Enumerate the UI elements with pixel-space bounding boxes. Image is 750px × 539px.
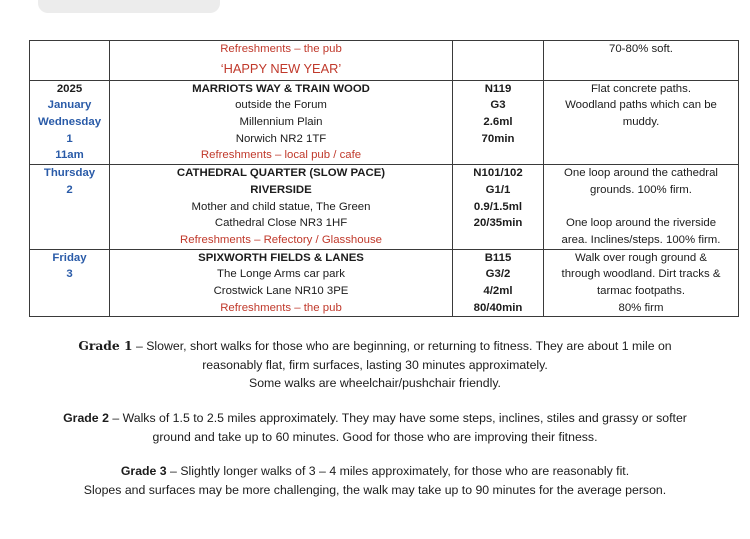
date-cell <box>30 249 110 317</box>
grade-cell <box>453 165 544 249</box>
meeting-point-line: Norwich NR2 1TF <box>235 132 327 145</box>
grade-cell <box>453 41 544 81</box>
date-line: Friday <box>52 251 87 264</box>
date-line: Wednesday <box>37 116 102 129</box>
legend-text: Slopes and surfaces may be more challenging, the walk may take up to 90 minutes for the average person. <box>83 482 667 497</box>
legend-line <box>0 337 750 356</box>
row-jan-2 <box>30 165 739 249</box>
terrain-cell <box>544 41 739 81</box>
date-line: January <box>47 99 92 112</box>
route-cell <box>110 41 453 81</box>
date-cell <box>30 80 110 164</box>
meeting-point-line: Crostwick Lane NR10 3PE <box>213 284 349 297</box>
refreshments-line: Refreshments – the pub <box>220 43 342 55</box>
date-line: 11am <box>55 149 84 162</box>
terrain-cell <box>544 249 739 317</box>
terrain-line: 70-80% soft. <box>609 43 673 55</box>
grade-line: N119 <box>484 82 512 95</box>
legend-text: – Walks of 1.5 to 2.5 miles approximately. They may have some steps, inclines, stiles and grassy or softer <box>108 411 687 425</box>
grade-cell <box>453 80 544 164</box>
grade-label: Grade 2 <box>63 411 109 425</box>
grade-line: G1/1 <box>485 183 511 196</box>
refreshments-line: ‘HAPPY NEW YEAR’ <box>220 60 342 76</box>
walk-title: SPIXWORTH FIELDS & LANES <box>198 251 364 264</box>
terrain-cell <box>544 80 739 164</box>
route-cell <box>110 165 453 249</box>
grade-label: Grade 1 <box>78 338 133 353</box>
terrain-line: tarmac footpaths. <box>596 284 685 297</box>
grade-line: G3/2 <box>485 268 511 281</box>
meeting-point-line: Millennium Plain <box>239 116 323 129</box>
legend-line <box>0 409 750 428</box>
legend-line <box>0 462 750 481</box>
legend-text: – Slower, short walks for those who are beginning, or returning to fitness. They are about 1 mile on <box>132 339 672 353</box>
date-line: 2 <box>66 183 73 196</box>
terrain-line: One loop around the cathedral <box>564 167 718 180</box>
terrain-line: area. Inclines/steps. 100% firm. <box>561 233 721 246</box>
terrain-line: 80% firm <box>618 301 664 314</box>
terrain-spacer <box>546 199 736 216</box>
terrain-line: grounds. 100% firm. <box>590 183 692 196</box>
walk-schedule-table <box>29 40 739 317</box>
top-cropped-element <box>38 0 220 13</box>
terrain-cell <box>544 165 739 249</box>
meeting-point-line: Mother and child statue, The Green <box>191 200 371 213</box>
route-cell <box>110 249 453 317</box>
grade-line: 2.6ml <box>483 116 513 129</box>
refreshments-line: Refreshments – local pub / cafe <box>200 149 362 162</box>
route-cell <box>110 80 453 164</box>
walk-title: RIVERSIDE <box>250 183 312 196</box>
header-row <box>30 41 739 81</box>
date-cell <box>30 41 110 81</box>
grade-line: G3 <box>490 99 506 112</box>
walk-title: MARRIOTS WAY & TRAIN WOOD <box>192 82 370 95</box>
terrain-line: Flat concrete paths. <box>590 82 692 95</box>
terrain-line: Woodland paths which can be <box>565 99 717 112</box>
meeting-point-line: Cathedral Close NR3 1HF <box>214 217 348 230</box>
grade-line: N101/102 <box>473 167 523 180</box>
grade-line: B115 <box>484 251 512 264</box>
walk-title: CATHEDRAL QUARTER (SLOW PACE) <box>176 167 386 180</box>
legend-line <box>0 481 750 500</box>
date-line: 3 <box>66 268 73 281</box>
legend-text: – Slightly longer walks of 3 – 4 miles approximately, for those who are reasonably fit. <box>166 464 630 478</box>
grade-line: 80/40min <box>473 301 523 314</box>
meeting-point-line: The Longe Arms car park <box>217 268 345 281</box>
date-cell <box>30 165 110 249</box>
legend-line <box>0 428 750 447</box>
grade-3-description <box>0 462 750 499</box>
date-line: 2025 <box>56 82 83 95</box>
terrain-line: muddy. <box>622 116 660 129</box>
date-line: 1 <box>66 132 73 145</box>
grade-line: 70min <box>481 132 515 145</box>
legend-line <box>0 356 750 375</box>
grade-cell <box>453 249 544 317</box>
grade-2-description <box>0 409 750 446</box>
row-jan-1 <box>30 80 739 164</box>
grade-line: 20/35min <box>473 217 523 230</box>
legend-text: ground and take up to 60 minutes. Good for those who are improving their fitness. <box>152 429 598 444</box>
grade-line: 0.9/1.5ml <box>473 200 523 213</box>
legend-line <box>0 374 750 393</box>
refreshments-line: Refreshments – Refectory / Glasshouse <box>180 233 382 246</box>
row-jan-3 <box>30 249 739 317</box>
legend-text: reasonably flat, firm surfaces, lasting 30 minutes approximately. <box>202 357 548 372</box>
grade-1-description <box>0 337 750 393</box>
grade-label: Grade 3 <box>120 464 167 478</box>
refreshments-line: Refreshments – the pub <box>220 301 342 314</box>
terrain-line: Walk over rough ground & <box>575 251 707 264</box>
terrain-line: One loop around the riverside <box>565 217 717 230</box>
legend-text: Some walks are wheelchair/pushchair friendly. <box>249 376 501 390</box>
date-line: Thursday <box>43 167 96 180</box>
grade-line: 4/2ml <box>483 284 513 297</box>
terrain-line: through woodland. Dirt tracks & <box>561 268 721 281</box>
meeting-point-line: outside the Forum <box>235 99 327 112</box>
